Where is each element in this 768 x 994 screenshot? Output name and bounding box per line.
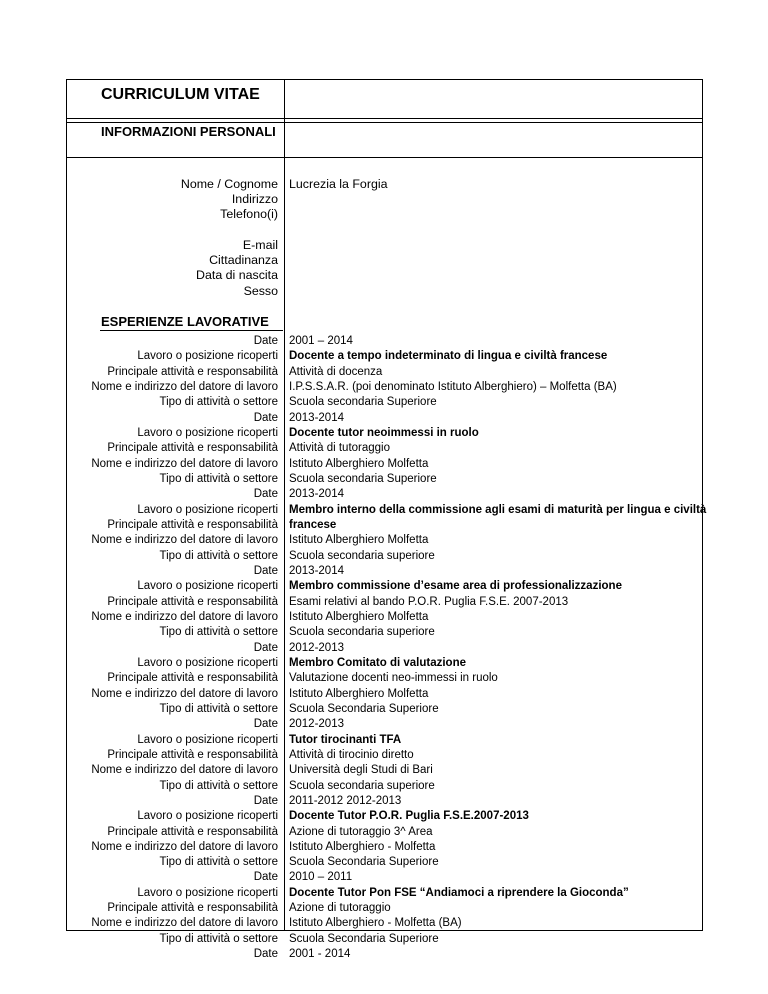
experience-row-label: Principale attività e responsabilità — [107, 595, 278, 608]
experience-row-value: francese — [289, 518, 337, 531]
experience-row-label: Date — [253, 641, 278, 654]
experience-row-label: Date — [253, 411, 278, 424]
experience-row-value: Scuola Secondaria Superiore — [289, 932, 439, 945]
document-title: CURRICULUM VITAE — [101, 86, 260, 103]
experience-row-label: Tipo di attività o settore — [159, 702, 278, 715]
experience-row-label: Date — [253, 948, 278, 961]
experience-row-value: Attività di docenza — [289, 365, 383, 378]
experience-row-value: Docente Tutor P.O.R. Puglia F.S.E.2007-2013 — [289, 810, 529, 823]
label-birth-date: Data di nascita — [196, 268, 278, 283]
section-personal-info-title: INFORMAZIONI PERSONALI — [101, 124, 276, 139]
experience-row-label: Lavoro o posizione ricoperti — [137, 350, 278, 363]
experience-labels-column — [60, 334, 278, 962]
experience-row-label: Date — [253, 335, 278, 347]
experience-row-label: Lavoro o posizione ricoperti — [137, 733, 278, 746]
experience-row-value: Membro Comitato di valutazione — [289, 656, 466, 669]
experience-row-label: Lavoro o posizione ricoperti — [137, 886, 278, 899]
experience-row-value: Scuola secondaria superiore — [289, 626, 435, 639]
experience-row-value: Docente tutor neoimmessi in ruolo — [289, 426, 479, 439]
section-experience-title: ESPERIENZE LAVORATIVE — [101, 314, 269, 329]
experience-row-value: Istituto Alberghiero Molfetta — [289, 687, 429, 700]
experience-row-value: Scuola Secondaria Superiore — [289, 856, 439, 869]
experience-row-value: Scuola secondaria superiore — [289, 779, 435, 792]
experience-row-label: Nome e indirizzo del datore di lavoro — [91, 917, 278, 930]
label-email: E-mail — [242, 238, 278, 252]
experience-row-value: 2011-2012 2012-2013 — [289, 794, 402, 807]
label-gender: Sesso — [243, 283, 278, 298]
experience-row-label: Principale attività e responsabilità — [107, 825, 278, 838]
experience-row-value: Attività di tirocinio diretto — [289, 748, 414, 761]
experience-row-value: Istituto Alberghiero - Molfetta (BA) — [289, 917, 462, 930]
row-divider — [67, 122, 702, 123]
experience-row-label: Tipo di attività o settore — [159, 779, 278, 792]
experience-row-label: Nome e indirizzo del datore di lavoro — [91, 457, 278, 470]
experience-row-label: Nome e indirizzo del datore di lavoro — [91, 380, 278, 393]
label-address: Indirizzo — [231, 192, 278, 207]
experience-row-value: Scuola secondaria superiore — [289, 549, 435, 562]
experience-row-label: Tipo di attività o settore — [159, 549, 278, 562]
experience-row-value: 2012-2013 — [289, 641, 344, 654]
experience-row-label: Lavoro o posizione ricoperti — [137, 503, 278, 516]
experience-row-label: Tipo di attività o settore — [159, 396, 278, 409]
experience-row-value: 2013-2014 — [289, 488, 344, 501]
experience-row-value: Istituto Alberghiero Molfetta — [289, 534, 429, 547]
experience-row-label: Tipo di attività o settore — [159, 932, 278, 945]
experience-row-label: Lavoro o posizione ricoperti — [137, 810, 278, 823]
experience-row-value: Membro commissione d’esame area di professionalizzazione — [289, 580, 622, 593]
label-phone: Telefono(i) — [220, 207, 278, 222]
experience-row-value: I.P.S.S.A.R. (poi denominato Istituto Alberghiero) – Molfetta (BA) — [289, 380, 617, 393]
experience-row-label: Tipo di attività o settore — [159, 472, 278, 485]
experience-row-value: 2012-2013 — [289, 718, 344, 731]
label-name: Nome / Cognome — [180, 177, 278, 191]
experience-row-value: Attività di tutoraggio — [289, 442, 391, 455]
experience-row-label: Tipo di attività o settore — [159, 626, 278, 639]
experience-row-value: Istituto Alberghiero Molfetta — [289, 610, 429, 623]
experience-row-value: 2001 - 2014 — [289, 948, 351, 961]
experience-row-label: Principale attività e responsabilità — [107, 442, 278, 455]
experience-row-value: Istituto Alberghiero - Molfetta — [289, 840, 436, 853]
name-value: Lucrezia la Forgia — [289, 177, 388, 191]
experience-row-value: Istituto Alberghiero Molfetta — [289, 457, 429, 470]
personal-labels-group-2 — [120, 238, 278, 299]
experience-row-value: Università degli Studi di Bari — [289, 764, 433, 777]
experience-row-value: 2013-2014 — [289, 411, 344, 424]
experience-row-value: Tutor tirocinanti TFA — [289, 733, 402, 746]
experience-row-label: Nome e indirizzo del datore di lavoro — [91, 534, 278, 547]
experience-row-label: Principale attività e responsabilità — [107, 748, 278, 761]
row-divider — [66, 118, 703, 119]
experience-row-label: Date — [253, 564, 278, 577]
experience-row-label: Principale attività e responsabilità — [107, 518, 278, 531]
personal-labels-group-1 — [120, 177, 278, 223]
experience-row-label: Principale attività e responsabilità — [107, 365, 278, 378]
experience-row-label: Principale attività e responsabilità — [107, 902, 278, 915]
experience-row-value: Azione di tutoraggio — [289, 902, 391, 915]
experience-row-value: Docente a tempo indeterminato di lingua e civiltà francese — [289, 350, 608, 363]
experience-row-label: Tipo di attività o settore — [159, 856, 278, 869]
experience-row-label: Date — [253, 488, 278, 501]
experience-row-label: Nome e indirizzo del datore di lavoro — [91, 764, 278, 777]
experience-row-label: Date — [253, 718, 278, 731]
row-divider — [66, 157, 703, 158]
experience-row-value: Membro interno della commissione agli esami di maturità per lingua e civiltà — [289, 503, 707, 516]
column-divider — [284, 79, 285, 931]
experience-row-value: Azione di tutoraggio 3^ Area — [289, 825, 433, 838]
experience-row-value: Docente Tutor Pon FSE “Andiamoci a riprendere la Gioconda” — [289, 886, 629, 899]
experience-row-label: Date — [253, 794, 278, 807]
experience-row-value: Scuola Secondaria Superiore — [289, 702, 439, 715]
experience-row-value: 2001 – 2014 — [289, 335, 353, 347]
experience-row-label: Lavoro o posizione ricoperti — [137, 426, 278, 439]
experience-row-label: Nome e indirizzo del datore di lavoro — [91, 687, 278, 700]
label-citizenship: Cittadinanza — [209, 253, 278, 268]
experience-row-value: 2013-2014 — [289, 564, 344, 577]
experience-row-value: Esami relativi al bando P.O.R. Puglia F.S.E. 2007-2013 — [289, 595, 569, 608]
experience-row-label: Date — [253, 871, 278, 884]
experience-row-value: 2010 – 2011 — [289, 871, 353, 884]
experience-row-label: Lavoro o posizione ricoperti — [137, 656, 278, 669]
experience-row-value: Scuola secondaria Superiore — [289, 396, 437, 409]
experience-row-label: Principale attività e responsabilità — [107, 672, 278, 685]
experience-row-label: Lavoro o posizione ricoperti — [137, 580, 278, 593]
experience-row-label: Nome e indirizzo del datore di lavoro — [91, 840, 278, 853]
experience-values-column — [289, 334, 707, 962]
experience-row-value: Valutazione docenti neo-immessi in ruolo — [289, 672, 498, 685]
experience-row-value: Scuola secondaria Superiore — [289, 472, 437, 485]
section-underline — [100, 330, 283, 331]
experience-row-label: Nome e indirizzo del datore di lavoro — [91, 610, 278, 623]
